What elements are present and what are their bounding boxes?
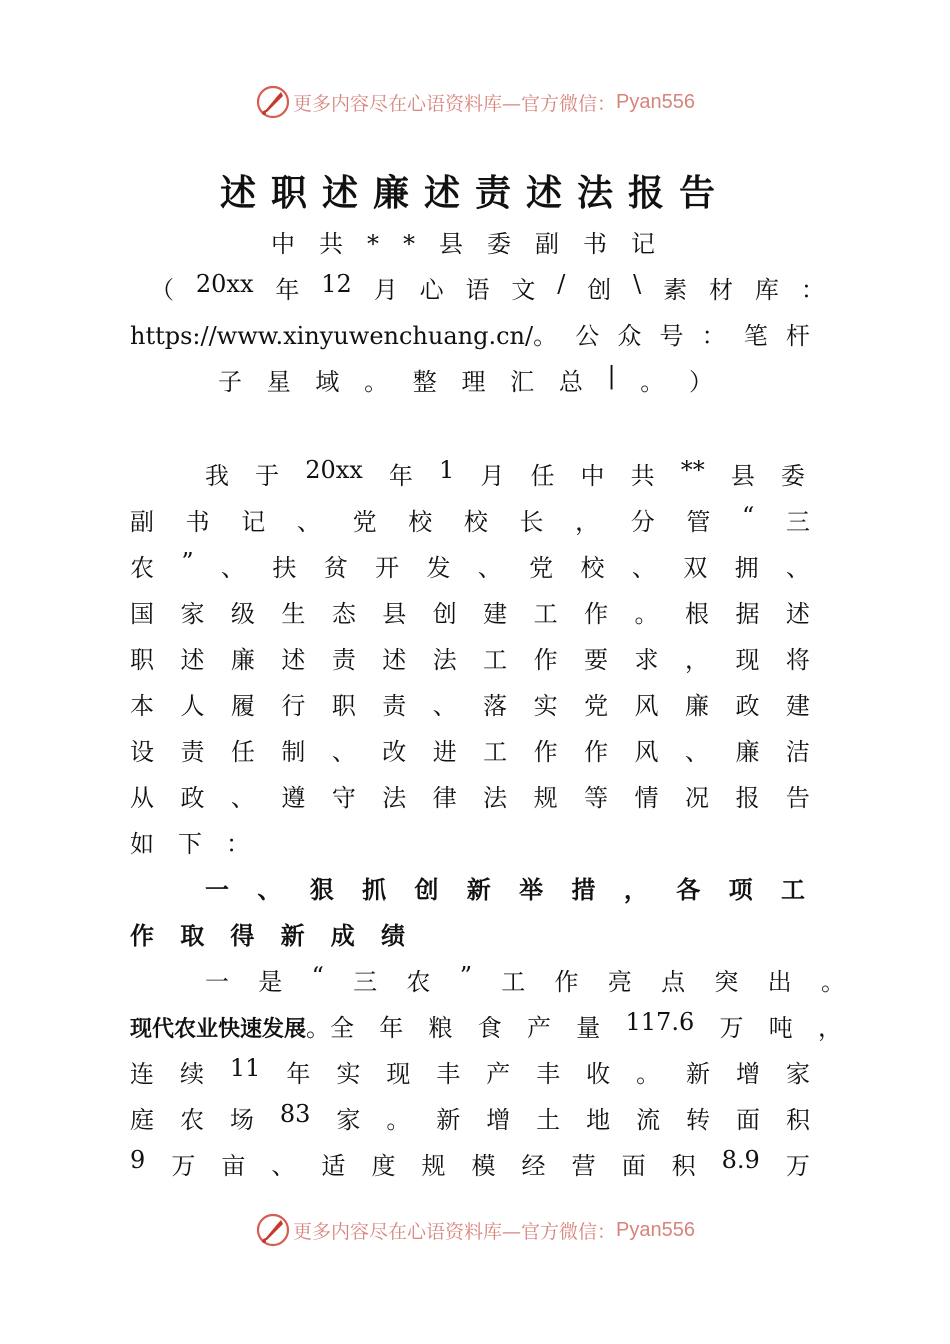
intro-line [130,824,250,859]
watermark-wechat-id: Pyan556 [616,1218,695,1241]
intro-text: 本 人 履 行 职 责 、 落 实 党 风 廉 政 建 [130,692,810,720]
intro-line [130,548,810,583]
para-line [130,1100,810,1135]
para-text: 。全 年 粮 食 产 量 117.6 万 吨 ， [306,1008,842,1042]
section-heading-line [205,870,805,905]
source-text-3: 子 星 域 。 整 理 汇 总 | 。 ） [218,362,713,396]
intro-line [130,594,810,629]
para-text: 庭 农 场 83 家 。 新 增 土 地 流 转 面 积 [130,1100,810,1134]
document-subtitle: 中共**县委副书记 [271,230,679,258]
document-title: 述职述廉述责述法报告 [219,172,730,214]
para-bold-phrase: 现代农业快速发展 [130,1016,307,1042]
para-line [205,962,845,997]
source-line-3 [218,362,713,397]
para-line [130,1054,810,1089]
para-text: 连 续 11 年 实 现 丰 产 丰 收 。 新 增 家 [130,1054,810,1088]
intro-line [130,686,810,721]
intro-text: 从 政 、 遵 守 法 律 法 规 等 情 况 报 告 [130,784,810,812]
para-line [130,1146,810,1181]
intro-line [205,456,805,491]
para-text: 9 万 亩 、 适 度 规 模 经 营 面 积 8.9 万 [130,1146,810,1180]
intro-line [130,732,810,767]
watermark-text: 更多内容尽在心语资料库—官方微信： [293,1220,617,1243]
intro-line [130,640,810,675]
intro-text: 设 责 任 制 、 改 进 工 作 作 风 、 廉 洁 [130,738,810,766]
source-line-2 [130,316,810,351]
intro-text: 如 下 ： [130,830,250,858]
watermark-text: 更多内容尽在心语资料库—官方微信： [293,92,617,115]
intro-text: 职 述 廉 述 责 述 法 工 作 要 求 ， 现 将 [130,646,810,674]
intro-text: 农 ” 、 扶 贫 开 发 、 党 校 、 双 拥 、 [130,548,810,582]
source-text-1: （ 20xx 年 12 月 心 语 文 / 创 \ 素 材 库 ： [150,270,825,304]
quill-logo-icon [255,1212,291,1248]
watermark-banner-top [0,82,950,122]
section-heading-line [130,916,405,951]
quill-logo-icon [255,84,291,120]
intro-text: 副 书 记 、 党 校 校 长 ， 分 管 “ 三 [130,502,810,536]
section-heading-text: 作 取 得 新 成 绩 [130,921,405,950]
para-line [130,1008,842,1043]
intro-text: 我 于 20xx 年 1 月 任 中 共 ** 县 委 [205,456,805,490]
source-text-2: https://www.xinyuwenchuang.cn/。 公 众 号 ： 笔 杆 [130,322,810,350]
watermark-banner-bottom [0,1210,950,1250]
source-line-1 [150,270,825,305]
intro-line [130,778,810,813]
section-heading-text: 一 、 狠 抓 创 新 举 措 ， 各 项 工 [205,875,805,904]
para-text: 一 是 “ 三 农 ” 工 作 亮 点 突 出 。 [205,962,845,996]
intro-text: 国 家 级 生 态 县 创 建 工 作 。 根 据 述 [130,600,810,628]
intro-line [130,502,810,537]
watermark-wechat-id: Pyan556 [616,90,695,113]
